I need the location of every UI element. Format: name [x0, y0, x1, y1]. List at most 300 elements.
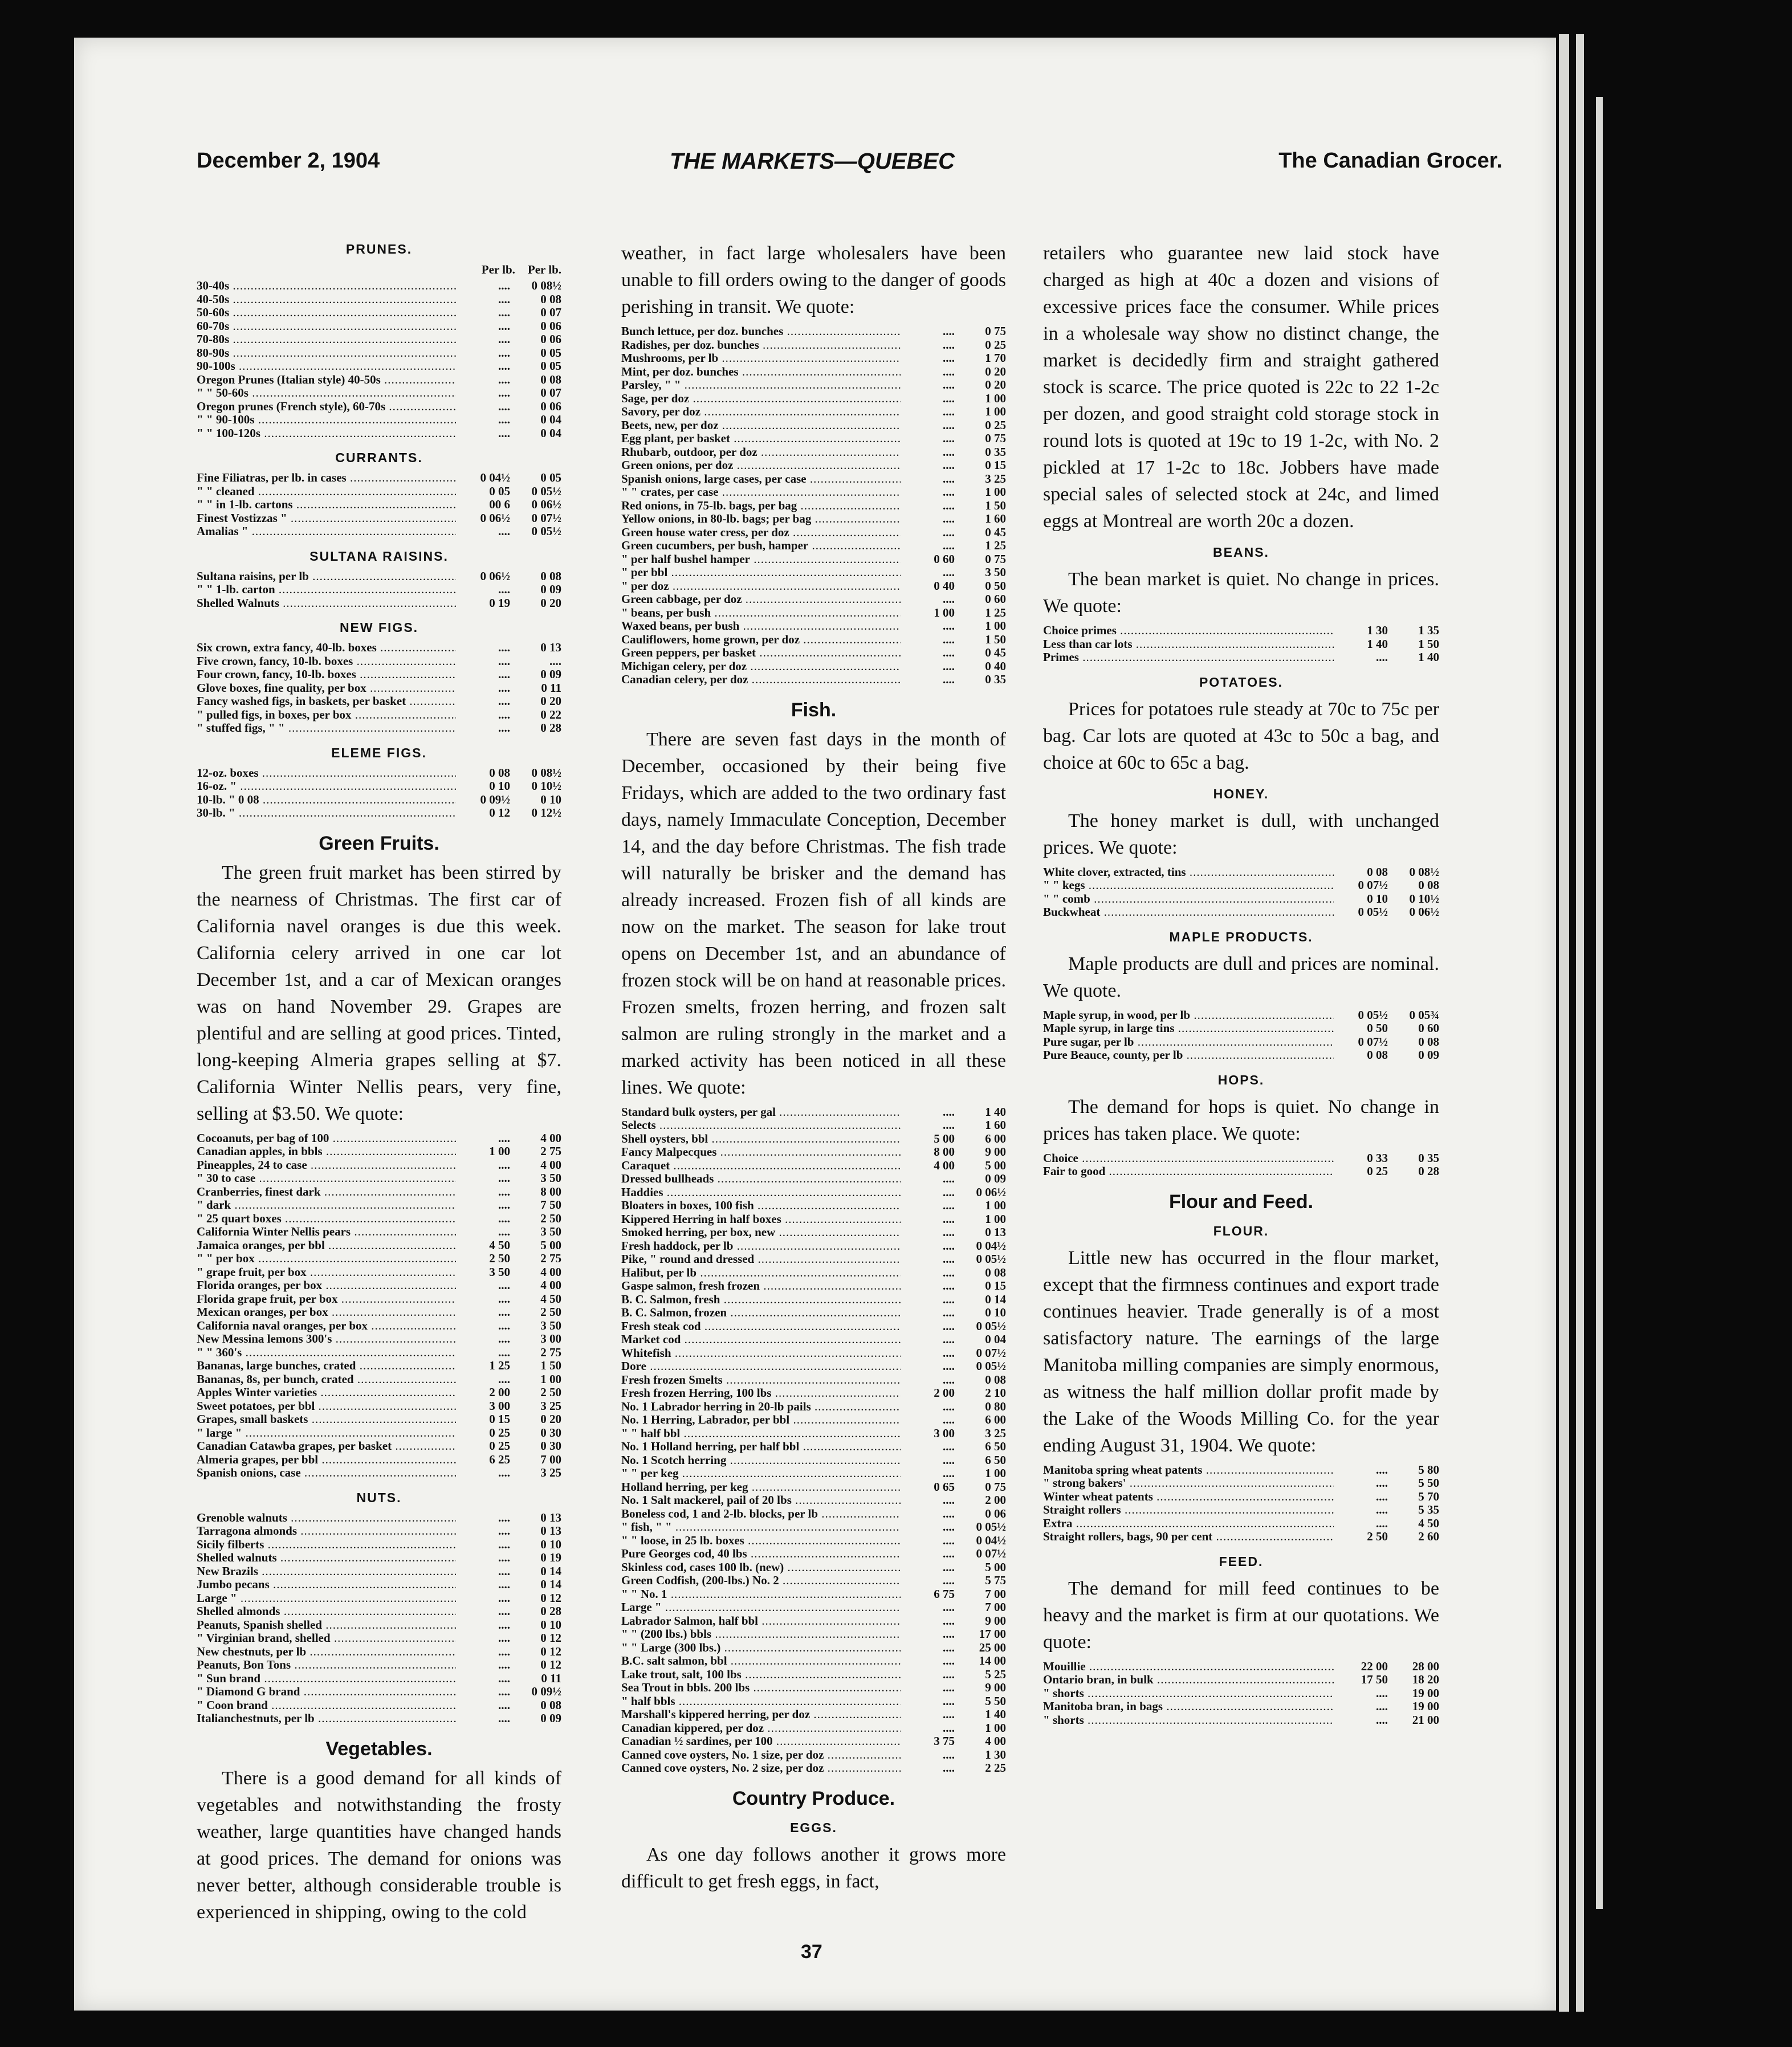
- price-value-low: ....: [943, 1506, 955, 1520]
- price-row: [1043, 1009, 1439, 1022]
- price-row: [1043, 892, 1439, 906]
- price-value-high: 0 07: [540, 386, 561, 399]
- price-row: [621, 352, 1006, 365]
- price-value-low: ....: [498, 1510, 510, 1524]
- price-row: [621, 392, 1006, 406]
- price-value-high: 1 60: [985, 512, 1006, 525]
- price-label: " " 50-60s .....: [197, 386, 456, 400]
- subsection-heading: PRUNES.: [345, 242, 413, 256]
- price-row: [197, 721, 561, 735]
- price-value-low: 0 12: [489, 806, 510, 819]
- price-value-low: ....: [1376, 1476, 1388, 1490]
- price-label: Whitefish .....: [621, 1347, 901, 1360]
- price-value-low: 0 25: [489, 1439, 510, 1453]
- price-value-low: 2 00: [934, 1386, 955, 1400]
- price-row: [197, 1645, 561, 1659]
- price-value-high: 6 00: [985, 1131, 1006, 1145]
- price-value-low: ....: [943, 431, 955, 445]
- price-value-high: 3 25: [540, 1398, 561, 1413]
- price-label: Cranberries, finest dark .....: [197, 1185, 456, 1199]
- price-value-low: 17 50: [1361, 1673, 1388, 1686]
- price-label: Sea Trout in bbls. 200 lbs .....: [621, 1681, 901, 1695]
- price-row: [197, 512, 561, 525]
- price-value-low: ....: [498, 680, 510, 695]
- price-value-low: ....: [498, 345, 510, 360]
- paragraph: As one day follows another it grows more difficult to get fresh eggs, in fact,: [621, 1844, 1006, 1892]
- price-list: [197, 570, 561, 610]
- subsection-heading: CURRANTS.: [335, 450, 423, 465]
- price-label: Standard bulk oysters, per gal .....: [621, 1106, 901, 1119]
- price-value-high: 0 14: [985, 1292, 1006, 1306]
- price-row: [1043, 1714, 1439, 1727]
- price-row: [621, 472, 1006, 486]
- price-label: 50-60s .....: [197, 306, 456, 320]
- price-value-high: 0 13: [540, 1524, 561, 1538]
- subsection-heading: FEED.: [1219, 1553, 1264, 1569]
- price-value-low: ....: [943, 458, 955, 472]
- price-value-low: 0 09½: [480, 792, 510, 806]
- price-row: [197, 1511, 561, 1525]
- price-value-high: 0 40: [985, 659, 1006, 673]
- price-value-high: 1 40: [985, 1104, 1006, 1119]
- price-label: Yellow onions, in 80-lb. bags; per bag .....: [621, 512, 901, 526]
- price-label: " " No. 1 .....: [621, 1588, 901, 1601]
- price-value-low: ....: [1376, 1699, 1388, 1713]
- price-row: [197, 806, 561, 820]
- price-value-low: ....: [943, 1547, 955, 1560]
- price-row: [197, 1466, 561, 1480]
- price-value-high: 0 80: [985, 1399, 1006, 1413]
- price-value-low: ....: [498, 1225, 510, 1238]
- price-label: " strong bakers' .....: [1043, 1477, 1334, 1490]
- price-value-high: 0 05: [540, 345, 561, 360]
- price-label: Grapes, small baskets .....: [197, 1413, 456, 1426]
- price-value-low: 0 05½: [1358, 1008, 1388, 1022]
- price-value-low: 0 10: [1367, 891, 1388, 906]
- price-value-low: 0 15: [489, 1412, 510, 1426]
- price-value-high: 1 00: [985, 1212, 1006, 1226]
- price-value-low: ....: [498, 721, 510, 735]
- price-value-high: 5 50: [1418, 1476, 1439, 1490]
- price-value-low: ....: [498, 386, 510, 399]
- price-value-high: 1 50: [985, 632, 1006, 646]
- price-label: Peanuts, Spanish shelled .....: [197, 1618, 456, 1632]
- column-1: [197, 231, 561, 1930]
- price-row: [1043, 638, 1439, 651]
- price-value-low: ....: [943, 1573, 955, 1587]
- price-label: Shelled Walnuts .....: [197, 597, 456, 610]
- price-label: Jamaica oranges, per bbl .....: [197, 1239, 456, 1253]
- price-row: [621, 325, 1006, 339]
- price-label: " Sun brand .....: [197, 1672, 456, 1686]
- price-label: Savory, per doz .....: [621, 405, 901, 419]
- price-row: [197, 1159, 561, 1172]
- price-row: [621, 1360, 1006, 1373]
- price-value-low: ....: [498, 1631, 510, 1645]
- price-row: [197, 306, 561, 320]
- price-row: [197, 641, 561, 655]
- subsection-heading: NEW FIGS.: [339, 620, 419, 635]
- price-value-low: ....: [498, 1184, 510, 1198]
- price-label: New chestnuts, per lb .....: [197, 1645, 456, 1659]
- price-row: [621, 365, 1006, 379]
- price-value-low: ....: [498, 1157, 510, 1172]
- price-row: [621, 1279, 1006, 1293]
- price-value-high: 1 40: [985, 1707, 1006, 1721]
- price-value-high: 7 00: [540, 1452, 561, 1466]
- price-label: Radishes, per doz. bunches .....: [621, 339, 901, 352]
- price-value-low: ....: [498, 654, 510, 668]
- price-value-low: 4 00: [934, 1158, 955, 1172]
- price-value-high: 5 70: [1418, 1489, 1439, 1503]
- price-value-low: ....: [943, 351, 955, 365]
- paragraph: The honey market is dull, with unchanged prices. We quote:: [1043, 810, 1439, 858]
- price-value-high: 0 14: [540, 1564, 561, 1578]
- price-value-low: ....: [943, 1279, 955, 1292]
- price-row: [197, 570, 561, 584]
- price-value-low: ....: [943, 1681, 955, 1694]
- price-value-low: ....: [498, 1171, 510, 1185]
- price-label: Skinless cod, cases 100 lb. (new) .....: [621, 1561, 901, 1575]
- price-value-high: 3 00: [540, 1332, 561, 1345]
- price-label: Less than car lots .....: [1043, 638, 1334, 651]
- price-label: Michigan celery, per doz .....: [621, 660, 901, 674]
- price-row: [1043, 624, 1439, 638]
- price-value-high: 19 00: [1412, 1686, 1439, 1700]
- subsection-heading: ELEME FIGS.: [331, 745, 427, 760]
- price-row: [621, 1507, 1006, 1521]
- price-value-high: 0 08½: [531, 279, 561, 292]
- price-value-high: 0 08: [540, 569, 561, 583]
- price-value-high: 1 00: [985, 619, 1006, 633]
- price-label: Canadian celery, per doz .....: [621, 673, 901, 687]
- price-label: " shorts .....: [1043, 1687, 1334, 1701]
- price-row: [621, 1132, 1006, 1146]
- price-label: " beans, per bush .....: [621, 606, 901, 620]
- price-row: [621, 1293, 1006, 1307]
- price-row: [621, 446, 1006, 459]
- price-value-low: 3 00: [489, 1398, 510, 1413]
- price-value-low: ....: [498, 1466, 510, 1479]
- price-row: [197, 1551, 561, 1565]
- price-row: [621, 1440, 1006, 1454]
- price-value-low: ....: [498, 1644, 510, 1658]
- price-value-high: 0 25: [985, 418, 1006, 432]
- price-label: Lake trout, salt, 100 lbs .....: [621, 1668, 901, 1682]
- price-list: [197, 641, 561, 735]
- page-edge-right-2: [1576, 34, 1584, 2012]
- price-value-low: ....: [943, 1372, 955, 1387]
- price-value-high: 0 35: [985, 445, 1006, 459]
- paragraph: Little new has occurred in the flour market, except that the firmness continues and export trade continues heavier. Trade generally is of a most satisfactory nature. The earnings of the large Manitoba milling companies are simply enormous, as witness the half million dollar profit made by the Lake of the Woods Milling Co. for the year ending August 31, 1904. We quote:: [1043, 1247, 1439, 1456]
- price-row: [621, 1172, 1006, 1186]
- price-value-high: 1 25: [985, 539, 1006, 552]
- price-value-low: 0 50: [1367, 1021, 1388, 1035]
- price-value-high: 0 05: [540, 359, 561, 373]
- price-row: [197, 695, 561, 708]
- price-value-high: 4 00: [540, 1131, 561, 1145]
- price-value-high: 0 08: [540, 292, 561, 306]
- price-row: [197, 293, 561, 307]
- price-label: Tarragona almonds .....: [197, 1524, 456, 1538]
- price-label: " " comb .....: [1043, 892, 1334, 906]
- price-row: [621, 1722, 1006, 1735]
- price-value-low: 6 25: [489, 1452, 510, 1466]
- price-row: [621, 1708, 1006, 1722]
- price-value-high: 1 00: [985, 391, 1006, 405]
- price-value-high: 0 08: [540, 1698, 561, 1712]
- price-value-low: 0 25: [489, 1425, 510, 1440]
- price-row: [197, 279, 561, 293]
- price-value-high: 5 80: [1418, 1462, 1439, 1477]
- price-label: Smoked herring, per box, new .....: [621, 1226, 901, 1239]
- price-label: 90-100s .....: [197, 360, 456, 373]
- price-row: [621, 378, 1006, 392]
- price-value-high: 0 06: [985, 1506, 1006, 1520]
- price-label: Glove boxes, fine quality, per box .....: [197, 682, 456, 695]
- price-value-high: 6 50: [985, 1440, 1006, 1453]
- price-value-low: ....: [943, 1265, 955, 1279]
- price-label: Mushrooms, per lb .....: [621, 352, 901, 365]
- price-value-low: ....: [943, 485, 955, 499]
- price-value-low: ....: [498, 1278, 510, 1292]
- price-label: Jumbo pecans .....: [197, 1578, 456, 1592]
- price-value-high: 6 50: [985, 1453, 1006, 1467]
- price-row: [621, 526, 1006, 540]
- price-value-low: ....: [943, 1332, 955, 1346]
- price-value-high: 0 07½: [976, 1345, 1006, 1360]
- price-row: [197, 1605, 561, 1618]
- price-row: [197, 1565, 561, 1579]
- price-value-low: 22 00: [1361, 1659, 1388, 1673]
- price-value-low: ....: [943, 498, 955, 512]
- price-value-high: 0 04½: [976, 1238, 1006, 1253]
- price-value-low: ....: [943, 525, 955, 539]
- price-label: Fresh frozen Herring, 100 lbs .....: [621, 1387, 901, 1400]
- price-row: [621, 1520, 1006, 1534]
- price-row: [197, 583, 561, 597]
- price-label: Fancy washed figs, in baskets, per basket .....: [197, 695, 456, 708]
- price-value-high: 3 50: [540, 1225, 561, 1238]
- price-row: [197, 1685, 561, 1699]
- price-label: Beets, new, per doz .....: [621, 419, 901, 433]
- price-row: [621, 593, 1006, 606]
- paragraph: There are seven fast days in the month of December, occasioned by their being five Fridays, which are added to the two ordinary fast days, namely Immaculate Conception, December 14, and the day before Christmas. The fish trade will naturally be brisker and the demand has already increased. Frozen fish of all kinds are now on the market. The season for lake trout opens on December 1st, and an abundance of frozen stock will be on hand at reasonable prices. Frozen smelts, frozen herring, and frozen salt salmon are ruling strongly in the market and a marked activity has been noticed in all these lines. We quote:: [621, 728, 1006, 1098]
- price-value-low: ....: [498, 667, 510, 681]
- price-value-high: 4 50: [540, 1291, 561, 1306]
- price-label: 10-lb. " 0 08 .....: [197, 793, 456, 807]
- price-value-low: ....: [498, 1551, 510, 1564]
- paragraph: weather, in fact large wholesalers have been unable to fill orders owing to the danger of goods perishing in transit. We quote:: [621, 243, 1006, 317]
- price-row: [621, 1628, 1006, 1641]
- price-row: [197, 1453, 561, 1467]
- price-value-low: ....: [943, 1292, 955, 1306]
- price-row: [621, 606, 1006, 620]
- section-heading: Vegetables.: [325, 1738, 433, 1760]
- price-label: Parsley, " " .....: [621, 378, 901, 392]
- price-value-high: 1 35: [1418, 623, 1439, 637]
- price-label: B. C. Salmon, frozen .....: [621, 1306, 901, 1320]
- price-row: [621, 660, 1006, 674]
- price-value-high: 0 22: [540, 707, 561, 721]
- price-value-high: 3 25: [985, 471, 1006, 486]
- price-row: [621, 405, 1006, 419]
- price-row: [621, 1226, 1006, 1239]
- price-label: No. 1 Herring, Labrador, per bbl .....: [621, 1413, 901, 1427]
- price-value-low: ....: [498, 292, 510, 306]
- price-value-low: ....: [498, 1131, 510, 1145]
- price-label: Pure Georges cod, 40 lbs .....: [621, 1547, 901, 1561]
- price-label: Fresh frozen Smelts .....: [621, 1373, 901, 1387]
- price-value-low: 1 40: [1367, 637, 1388, 651]
- price-label: " " loose, in 25 lb. boxes .....: [621, 1534, 901, 1548]
- price-value-high: 0 08½: [531, 765, 561, 780]
- price-value-high: 3 50: [985, 565, 1006, 579]
- price-value-low: ....: [498, 1345, 510, 1359]
- price-label: Canadian ½ sardines, per 100 .....: [621, 1735, 901, 1748]
- price-value-high: 28 00: [1412, 1659, 1439, 1673]
- page-edge-right-3: [1596, 97, 1603, 1909]
- price-label: Green onions, per doz .....: [621, 459, 901, 472]
- price-value-high: 0 08½: [1409, 865, 1439, 879]
- price-row: [197, 498, 561, 512]
- subsection-heading: FLOUR.: [1213, 1223, 1269, 1238]
- price-list: [1043, 1463, 1439, 1544]
- price-label: Mint, per doz. bunches .....: [621, 365, 901, 379]
- price-value-low: ....: [943, 1212, 955, 1226]
- price-row: [621, 1387, 1006, 1400]
- price-row: [621, 1253, 1006, 1266]
- paragraph: There is a good demand for all kinds of vegetables and notwithstanding the frosty weather, large quantities have changed hands at good prices. The demand for onions was never better, although considerable trouble is experienced in shipping, owing to the cold: [197, 1767, 561, 1923]
- price-label: Gaspe salmon, fresh frozen .....: [621, 1279, 901, 1293]
- price-value-low: ....: [498, 1591, 510, 1605]
- price-label: Oregon Prunes (Italian style) 40-50s .....: [197, 373, 456, 387]
- price-label: " Coon brand .....: [197, 1699, 456, 1712]
- price-label: 12-oz. boxes .....: [197, 766, 456, 780]
- price-value-low: ....: [943, 1225, 955, 1239]
- price-value-high: 0 11: [541, 680, 561, 695]
- price-row: [621, 1668, 1006, 1682]
- price-value-high: 0 10: [540, 792, 561, 806]
- price-label: Sicily filberts .....: [197, 1538, 456, 1552]
- price-value-low: ....: [943, 364, 955, 378]
- price-list: [1043, 624, 1439, 664]
- price-value-high: 3 25: [985, 1426, 1006, 1440]
- price-value-high: 0 06½: [531, 498, 561, 511]
- price-value-low: ....: [498, 582, 510, 596]
- price-value-high: 0 13: [985, 1225, 1006, 1239]
- price-label: Maple syrup, in large tins .....: [1043, 1022, 1334, 1035]
- price-row: [621, 486, 1006, 499]
- price-label: " fish, " " .....: [621, 1520, 901, 1534]
- price-value-low: 0 07½: [1358, 878, 1388, 892]
- price-label: " per half bushel hamper .....: [621, 553, 901, 566]
- price-value-high: 2 75: [540, 1345, 561, 1359]
- price-value-low: 0 08: [1367, 865, 1388, 879]
- price-label: " " half bbl .....: [621, 1427, 901, 1441]
- subsection-heading: EGGS.: [790, 1820, 837, 1835]
- price-list: [1043, 1009, 1439, 1062]
- price-row: [1043, 1049, 1439, 1062]
- price-row: [621, 1588, 1006, 1601]
- price-row: [197, 471, 561, 485]
- price-value-high: 1 50: [1418, 637, 1439, 651]
- price-label: Maple syrup, in wood, per lb .....: [1043, 1009, 1334, 1022]
- price-row: [1043, 866, 1439, 879]
- price-value-low: 0 40: [934, 578, 955, 593]
- page-number: 37: [801, 1941, 822, 1963]
- price-value-high: 7 00: [985, 1600, 1006, 1614]
- price-value-low: ....: [1376, 1503, 1388, 1516]
- price-row: [197, 1524, 561, 1538]
- price-label: Mouillie .....: [1043, 1660, 1334, 1674]
- price-value-low: ....: [498, 641, 510, 654]
- price-label: California Winter Nellis pears .....: [197, 1225, 456, 1239]
- price-row: [1043, 1517, 1439, 1531]
- price-value-high: 2 50: [540, 1385, 561, 1399]
- price-value-high: 0 12: [540, 1631, 561, 1645]
- price-label: Winter wheat patents .....: [1043, 1490, 1334, 1504]
- price-value-low: ....: [943, 672, 955, 686]
- price-label: 30-40s .....: [197, 279, 456, 293]
- paragraph: Prices for potatoes rule steady at 70c to 75c per bag. Car lots are quoted at 43c to 50c a bag, and choice at 60c to 65c a bag.: [1043, 698, 1439, 773]
- price-label: Straight rollers, bags, 90 per cent .....: [1043, 1530, 1334, 1544]
- price-label: No. 1 Scotch herring .....: [621, 1454, 901, 1467]
- per-lb-header: Per lb.: [481, 263, 515, 276]
- price-row: [197, 360, 561, 373]
- price-row: [621, 1654, 1006, 1668]
- price-row: [197, 1373, 561, 1387]
- price-value-high: 5 00: [540, 1238, 561, 1252]
- paragraph: The demand for mill feed continues to be heavy and the market is firm at our quotations. We quote:: [1043, 1577, 1439, 1653]
- price-label: No. 1 Salt mackerel, pail of 20 lbs .....: [621, 1494, 901, 1507]
- price-row: [621, 459, 1006, 472]
- price-label: Bunch lettuce, per doz. bunches .....: [621, 325, 901, 339]
- column-2: [621, 240, 1006, 1899]
- price-value-high: 3 50: [540, 1318, 561, 1332]
- price-value-high: 0 20: [540, 694, 561, 708]
- price-value-high: 0 25: [985, 337, 1006, 352]
- price-value-high: 0 06½: [1409, 905, 1439, 919]
- price-row: [197, 1319, 561, 1333]
- price-value-high: 1 25: [985, 605, 1006, 619]
- price-row: [197, 1699, 561, 1712]
- price-label: " stuffed figs, " " .....: [197, 721, 456, 735]
- price-value-low: 8 00: [934, 1145, 955, 1159]
- price-value-high: 0 10½: [531, 779, 561, 793]
- price-value-high: 0 75: [985, 431, 1006, 445]
- price-value-low: ....: [943, 1707, 955, 1721]
- price-value-low: 0 65: [934, 1479, 955, 1494]
- price-label: Grenoble walnuts .....: [197, 1511, 456, 1525]
- price-row: [1043, 651, 1439, 664]
- price-label: Choice primes .....: [1043, 624, 1334, 638]
- price-label: 60-70s .....: [197, 320, 456, 333]
- price-row: [197, 346, 561, 360]
- price-value-high: 14 00: [979, 1654, 1006, 1667]
- price-value-low: ....: [498, 1211, 510, 1225]
- price-label: Finest Vostizzas " .....: [197, 512, 456, 525]
- price-label: Buckwheat .....: [1043, 906, 1334, 919]
- price-row: [621, 1494, 1006, 1507]
- price-label: Manitoba bran, in bags .....: [1043, 1700, 1334, 1714]
- price-label: 70-80s .....: [197, 333, 456, 346]
- price-row: [621, 1534, 1006, 1548]
- price-label: " " cleaned .....: [197, 485, 456, 499]
- price-row: [197, 1440, 561, 1453]
- price-value-high: 0 07½: [976, 1547, 1006, 1560]
- price-value-low: 3 75: [934, 1734, 955, 1748]
